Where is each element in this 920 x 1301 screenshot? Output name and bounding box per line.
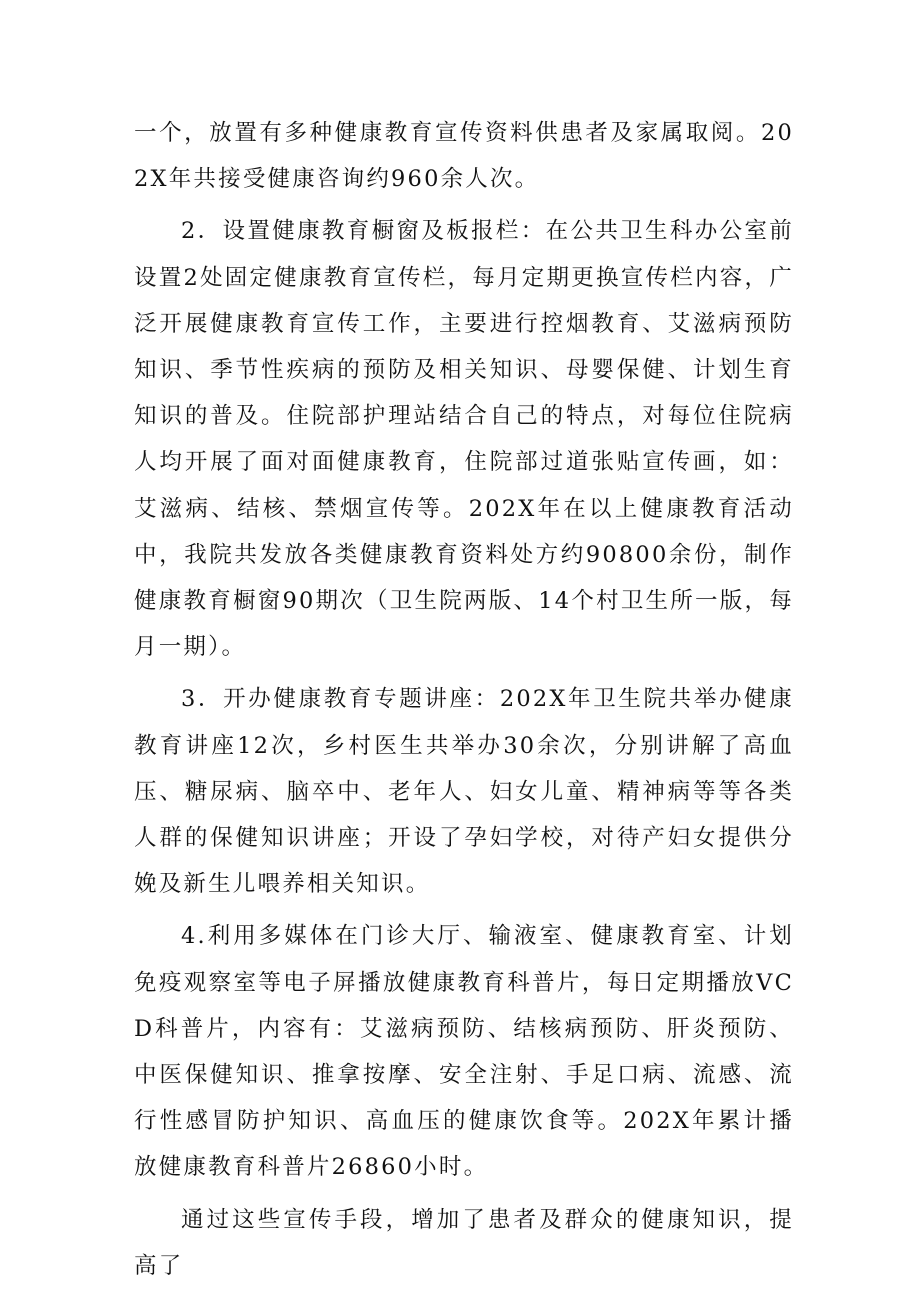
paragraph-item-4: 4.利用多媒体在门诊大厅、输液室、健康教育室、计划免疫观察室等电子屏播放健康教育科普片，每日定期播放VCD科普片，内容有：艾滋病预防、结核病预防、肝炎预防、中医保健知识、推拿按摩、安全注射、手足口病、流感、流行性感冒防护知识、高血压的健康饮食等。202X年累计播放健康教育科普片26860小时。 [134,923,794,1181]
document-body [134,110,794,1289]
paragraph-item-3: 3．开办健康教育专题讲座：202X年卫生院共举办健康教育讲座12次，乡村医生共举办30余次，分别讲解了高血压、糖尿病、脑卒中、老年人、妇女儿童、精神病等等各类人群的保健知识讲座；开设了孕妇学校，对待产妇女提供分娩及新生儿喂养相关知识。 [134,686,794,898]
paragraph-continuation: 一个，放置有多种健康教育宣传资料供患者及家属取阅。202X年共接受健康咨询约960余人次。 [134,120,794,193]
paragraph-item-2: 2．设置健康教育橱窗及板报栏：在公共卫生科办公室前设置2处固定健康教育宣传栏，每月定期更换宣传栏内容，广泛开展健康教育宣传工作，主要进行控烟教育、艾滋病预防知识、季节性疾病的预防及相关知识、母婴保健、计划生育知识的普及。住院部护理站结合自己的特点，对每位住院病人均开展了面对面健康教育，住院部过道张贴宣传画，如：艾滋病、结核、禁烟宣传等。202X年在以上健康教育活动中，我院共发放各类健康教育资料处方约90800余份，制作健康教育橱窗90期次（卫生院两版、14个村卫生所一版，每月一期）。 [134,218,794,661]
paragraph-summary: 通过这些宣传手段，增加了患者及群众的健康知识，提高了 [134,1206,794,1279]
